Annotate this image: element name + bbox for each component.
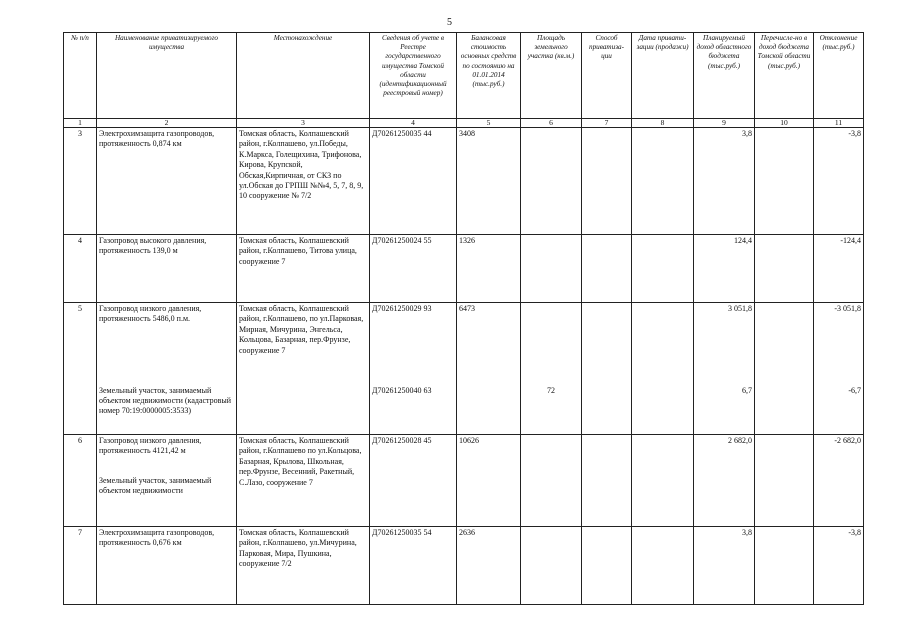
transferred-income: [755, 303, 814, 385]
header-cell: Способ приватиза-ции: [582, 33, 632, 119]
header-cell: Балансовая стоимость основных средств по состоянию на 01.01.2014 (тыс.руб.): [457, 33, 521, 119]
row-number: [64, 385, 97, 435]
deviation: -2 682,0: [814, 435, 864, 527]
header-row: [64, 33, 864, 119]
asset-name: Газопровод низкого давления, протяженность 5486,0 п.м.: [97, 303, 237, 385]
table-row: [64, 527, 864, 605]
land-area: [521, 303, 582, 385]
table-row: [64, 235, 864, 303]
row-number: 6: [64, 435, 97, 527]
balance-value: 3408: [457, 128, 521, 235]
asset-name-land: Земельный участок, занимаемый объектом недвижимости: [99, 475, 212, 496]
table-row: [64, 303, 864, 385]
registry-number: Д70261250035 44: [370, 128, 457, 235]
column-number: 7: [582, 119, 632, 128]
transferred-income: [755, 435, 814, 527]
asset-name-cell: [97, 435, 237, 527]
asset-location: [237, 385, 370, 435]
planned-income: 124,4: [694, 235, 755, 303]
row-number: 4: [64, 235, 97, 303]
privatization-method: [582, 303, 632, 385]
asset-location: Томская область, Колпашевский район, г.Колпашево, ул.Мичурина, Парковая, Мира, Пушкина, сооружение 7/2: [237, 527, 370, 605]
registry-number: Д70261250040 63: [370, 385, 457, 435]
asset-name: Газопровод низкого давления, протяженность 4121,42 м: [99, 436, 202, 456]
transferred-income: [755, 235, 814, 303]
header-cell: Планируемый доход областного бюджета (тыс.руб.): [694, 33, 755, 119]
land-area: [521, 235, 582, 303]
privatization-date: [632, 435, 694, 527]
header-cell: Отклонение (тыс.руб.): [814, 33, 864, 119]
column-number: 2: [97, 119, 237, 128]
privatization-method: [582, 435, 632, 527]
column-number: 10: [755, 119, 814, 128]
land-area: [521, 527, 582, 605]
table-row: [64, 435, 864, 527]
planned-income: 3 051,8: [694, 303, 755, 385]
header-cell: Сведения об учете в Реестре государственного имущества Томской области (идентификационный реестровый номер): [370, 33, 457, 119]
column-number-row: [64, 119, 864, 128]
column-number: 1: [64, 119, 97, 128]
land-area: [521, 435, 582, 527]
transferred-income: [755, 385, 814, 435]
privatization-method: [582, 527, 632, 605]
table-row: [64, 128, 864, 235]
land-area: 72: [521, 385, 582, 435]
asset-name: Газопровод высокого давления, протяженность 139,0 м: [97, 235, 237, 303]
row-number: 7: [64, 527, 97, 605]
deviation: -124,4: [814, 235, 864, 303]
transferred-income: [755, 128, 814, 235]
header-cell: Площадь земельного участка (кв.м.): [521, 33, 582, 119]
registry-number: Д70261250035 54: [370, 527, 457, 605]
privatization-method: [582, 235, 632, 303]
page-number: 5: [447, 17, 452, 28]
privatization-date: [632, 235, 694, 303]
column-number: 8: [632, 119, 694, 128]
deviation: -3,8: [814, 128, 864, 235]
column-number: 5: [457, 119, 521, 128]
balance-value: 6473: [457, 303, 521, 385]
asset-name: Земельный участок, занимаемый объектом недвижимости (кадастровый номер 70:19:0000005:3533): [97, 385, 237, 435]
transferred-income: [755, 527, 814, 605]
asset-name: Электрохимзащита газопроводов, протяженность 0,676 км: [97, 527, 237, 605]
asset-name: Электрохимзащита газопроводов, протяженность 0,874 км: [97, 128, 237, 235]
asset-location: Томская область, Колпашевский район, г.Колпашево, Титова улица, сооружение 7: [237, 235, 370, 303]
column-number: 3: [237, 119, 370, 128]
balance-value: 2636: [457, 527, 521, 605]
registry-number: Д70261250024 55: [370, 235, 457, 303]
asset-location: Томская область, Колпашевский район, г.Колпашево, ул.Победы, К.Маркса, Голещихина, Трифонова, Кирова, Крупской, Обская,Кирпичная, от СКЗ по ул.Обская до ГРПШ №№4, 5, 7, 8, 9, 10 сооружение № 7/2: [237, 128, 370, 235]
land-area: [521, 128, 582, 235]
deviation: -6,7: [814, 385, 864, 435]
asset-location: Томская область, Колпашевский район, г.Колпашево по ул.Кольцова, Базарная, Крылова, Школьная, пер.Фрунзе, Весенний, Ракетный, С.Лазо, сооружение 7: [237, 435, 370, 527]
header-cell: Перечисле-но в доход бюджета Томской области (тыс.руб.): [755, 33, 814, 119]
deviation: -3 051,8: [814, 303, 864, 385]
header-cell: Дата привати-зации (продажи): [632, 33, 694, 119]
column-number: 11: [814, 119, 864, 128]
registry-number: Д70261250028 45: [370, 435, 457, 527]
balance-value: [457, 385, 521, 435]
balance-value: 1326: [457, 235, 521, 303]
column-number: 6: [521, 119, 582, 128]
deviation: -3,8: [814, 527, 864, 605]
row-number: 5: [64, 303, 97, 385]
header-cell: Местонахождение: [237, 33, 370, 119]
header-cell: № п/п: [64, 33, 97, 119]
privatization-date: [632, 303, 694, 385]
planned-income: 3,8: [694, 128, 755, 235]
privatization-table: [63, 32, 864, 605]
column-number: 4: [370, 119, 457, 128]
privatization-date: [632, 385, 694, 435]
asset-location: Томская область, Колпашевский район, г.Колпашево, по ул.Парковая, Мирная, Мичурина, Энгельса, Кольцова, Базарная, пер.Фрунзе, сооружение 7: [237, 303, 370, 385]
registry-number: Д70261250029 93: [370, 303, 457, 385]
table-row: [64, 385, 864, 435]
privatization-method: [582, 128, 632, 235]
planned-income: 6,7: [694, 385, 755, 435]
privatization-date: [632, 128, 694, 235]
header-cell: Наименование приватизируемого имущества: [97, 33, 237, 119]
privatization-method: [582, 385, 632, 435]
planned-income: 3,8: [694, 527, 755, 605]
balance-value: 10626: [457, 435, 521, 527]
privatization-date: [632, 527, 694, 605]
row-number: 3: [64, 128, 97, 235]
planned-income: 2 682,0: [694, 435, 755, 527]
column-number: 9: [694, 119, 755, 128]
